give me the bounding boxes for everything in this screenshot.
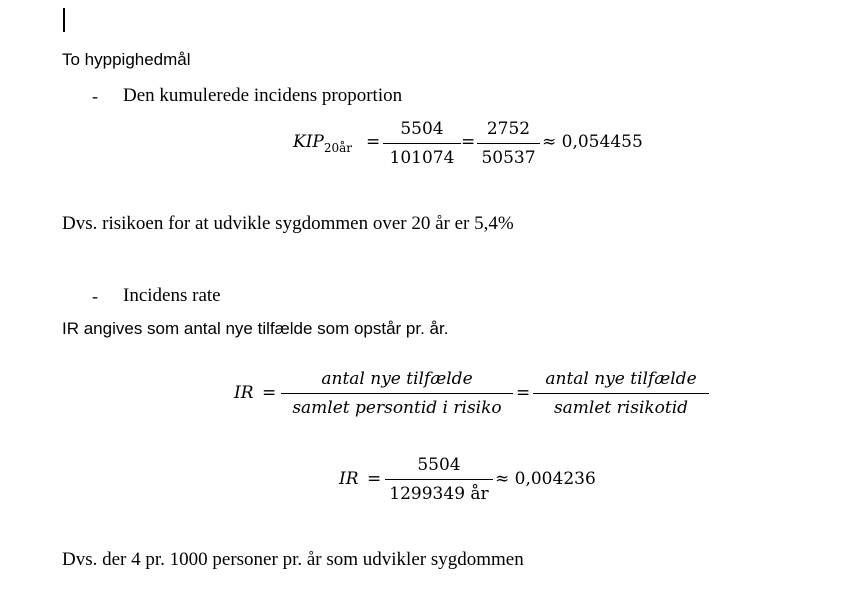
fraction-numerator: antal nye tilfælde bbox=[321, 369, 473, 389]
equals-sign: = bbox=[461, 132, 476, 152]
fraction-denominator: 1299349 år bbox=[389, 484, 489, 504]
bullet-marker: - bbox=[92, 86, 98, 106]
approx-value: ≈ 0,054455 bbox=[542, 132, 643, 152]
kip-fraction-1 bbox=[383, 118, 461, 169]
fraction-bar bbox=[383, 143, 461, 144]
equals-sign: = bbox=[516, 383, 531, 403]
text-cursor bbox=[63, 8, 65, 32]
fraction-denominator: 50537 bbox=[481, 148, 536, 168]
equals-sign: = bbox=[366, 132, 381, 152]
bullet-label: Incidens rate bbox=[123, 285, 221, 306]
note-risk: Dvs. risikoen for at udvikle sygdommen over 20 år er 5,4% bbox=[62, 213, 514, 234]
ir-symbol: IR bbox=[234, 383, 254, 403]
fraction-numerator: 5504 bbox=[417, 455, 461, 475]
fraction-bar bbox=[477, 143, 540, 144]
equals-sign: = bbox=[367, 469, 382, 489]
ir-symbol: IR bbox=[339, 469, 359, 489]
kip-fraction-2 bbox=[477, 118, 540, 169]
fraction-numerator: 5504 bbox=[400, 119, 444, 139]
equals-sign: = bbox=[262, 383, 277, 403]
fraction-denominator: samlet risikotid bbox=[553, 398, 689, 418]
fraction-bar bbox=[533, 393, 709, 394]
ir-intro: IR angives som antal nye tilfælde som opstår pr. år. bbox=[62, 319, 449, 338]
fraction-numerator: 2752 bbox=[486, 119, 531, 139]
fraction-bar bbox=[385, 479, 493, 480]
bullet-label: Den kumulerede incidens proportion bbox=[123, 85, 403, 106]
heading: To hyppighedmål bbox=[62, 50, 191, 69]
fraction-denominator: 101074 bbox=[389, 148, 455, 168]
ir-calc-fraction bbox=[385, 454, 493, 505]
kip-symbol: KIP bbox=[293, 132, 324, 152]
kip-subscript: 20år bbox=[323, 141, 353, 155]
fraction-numerator: antal nye tilfælde bbox=[545, 369, 697, 389]
note-rate: Dvs. der 4 pr. 1000 personer pr. år som udvikler sygdommen bbox=[62, 549, 524, 570]
ir-fraction-2 bbox=[533, 368, 709, 419]
fraction-denominator: samlet persontid i risiko bbox=[292, 398, 502, 418]
ir-fraction-1 bbox=[281, 368, 513, 419]
approx-value: ≈ 0,004236 bbox=[495, 469, 596, 489]
bullet-marker: - bbox=[92, 286, 98, 306]
fraction-bar bbox=[281, 393, 513, 394]
